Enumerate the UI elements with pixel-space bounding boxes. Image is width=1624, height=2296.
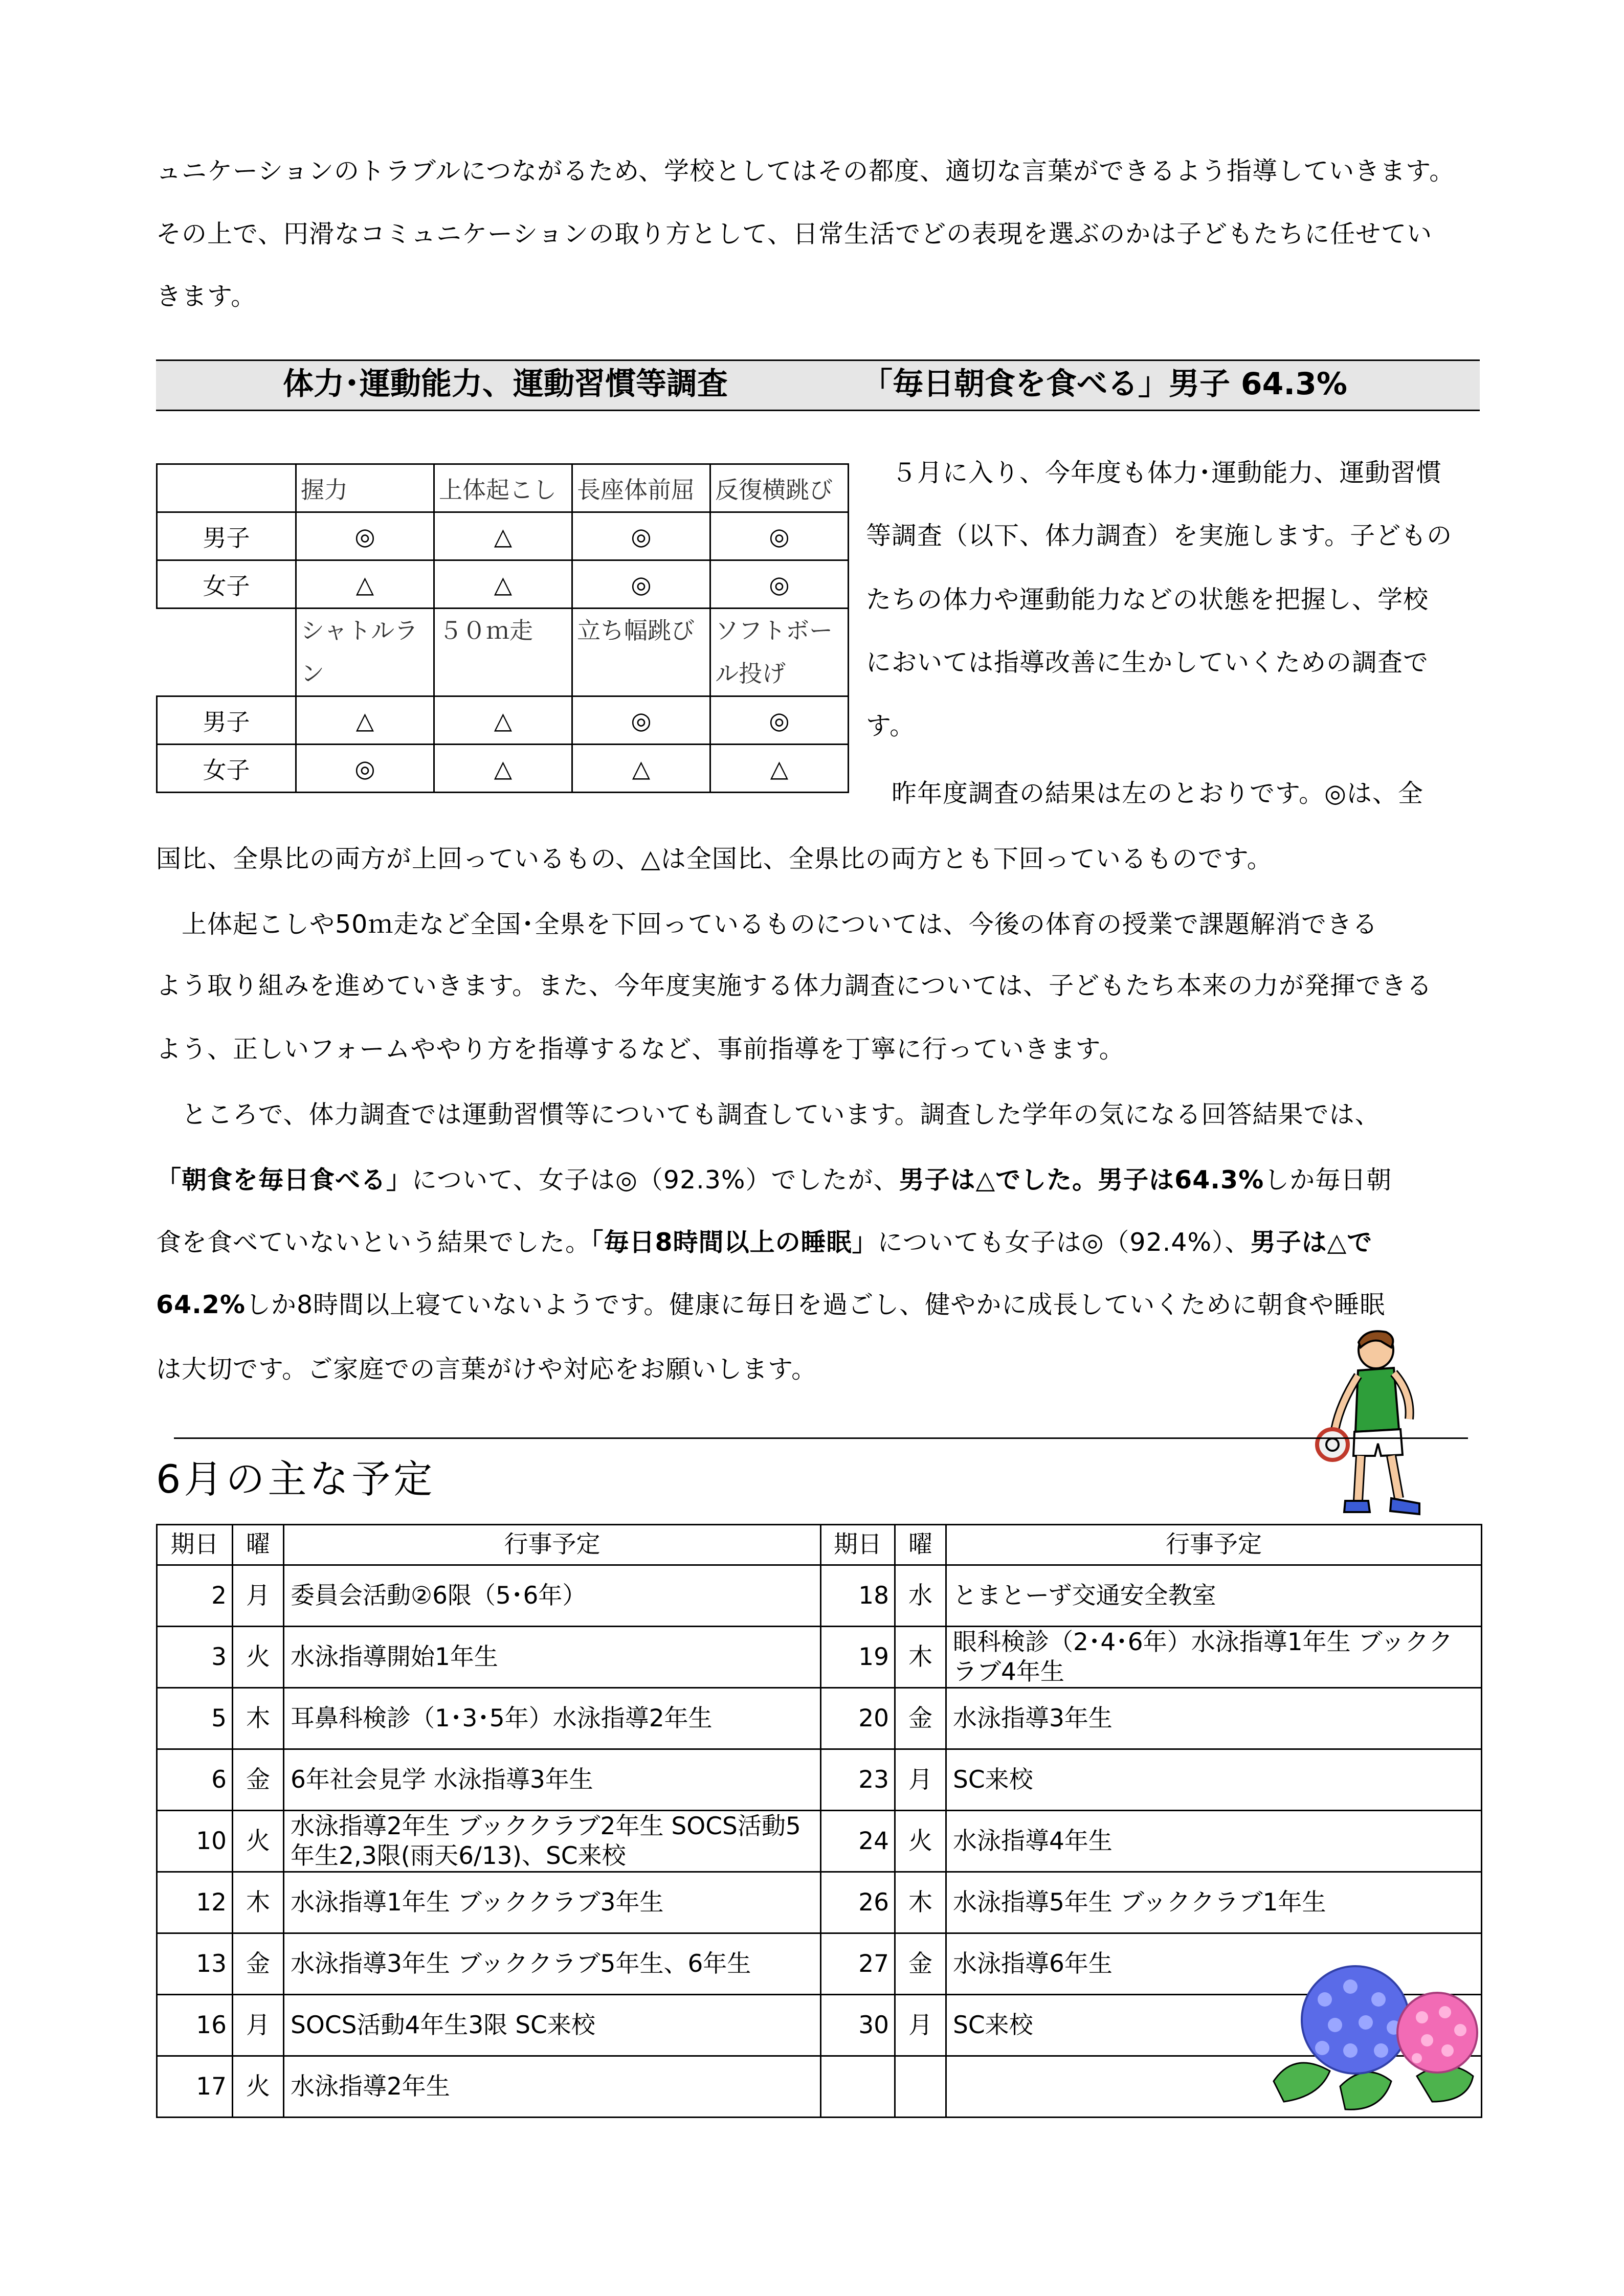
schedule-event: 水泳指導4年生 — [946, 1811, 1482, 1872]
table-cell: △ — [296, 560, 434, 609]
schedule-event: とまとーず交通安全教室 — [946, 1565, 1482, 1627]
runner-illustration — [1309, 1327, 1432, 1526]
schedule-date: 5 — [157, 1688, 233, 1749]
body-line — [156, 1290, 1481, 1320]
banner-title: 体力･運動能力、運動習慣等調査 — [283, 366, 728, 402]
column-header: ５０ｍ走 — [434, 609, 572, 696]
schedule-event: SOCS活動4年生3限 SC来校 — [284, 1995, 821, 2056]
schedule-event: 耳鼻科検診（1･3･5年）水泳指導2年生 — [284, 1688, 821, 1749]
schedule-event: SC来校 — [946, 1749, 1482, 1811]
right-text-line: 等調査（以下、体力調査）を実施します。子どもの — [866, 521, 1453, 550]
table-cell: △ — [434, 560, 572, 609]
body-line: よう取り組みを進めていきます。また、今年度実施する体力調査については、子どもたち本来の力が発揮できる — [156, 971, 1433, 1000]
schedule-weekday: 月 — [895, 1995, 946, 2056]
schedule-event: 水泳指導2年生 — [284, 2056, 821, 2118]
table-cell: △ — [296, 696, 434, 745]
right-text-line: す。 — [866, 711, 916, 740]
emphasis-text: 男子は△で — [1250, 1228, 1373, 1257]
schedule-date: 13 — [157, 1933, 233, 1995]
fitness-results-table — [156, 463, 849, 793]
emphasis-text: 64.2% — [156, 1290, 246, 1319]
schedule-date: 17 — [157, 2056, 233, 2118]
body-line: 上体起こしや50ｍ走など全国･全県を下回っているものについては、今後の体育の授業で課題解消できる — [156, 910, 1378, 939]
table-cell: ◎ — [710, 696, 849, 745]
table-row — [157, 1811, 1482, 1872]
schedule-event: SC来校 — [946, 1995, 1482, 2056]
table-row — [157, 512, 849, 560]
schedule-weekday: 月 — [233, 1995, 284, 2056]
section-banner — [156, 359, 1480, 411]
body-text: 食を食べていないという結果でした。 — [156, 1228, 591, 1257]
schedule-weekday: 水 — [895, 1565, 946, 1627]
row-label: 男子 — [157, 696, 296, 745]
schedule-weekday: 月 — [233, 1565, 284, 1627]
table-cell: △ — [572, 745, 710, 793]
body-text: しか8時間以上寝ていないようです。健康に毎日を過ごし、健やかに成長していくために朝食や睡眠 — [246, 1290, 1386, 1319]
schedule-date: 24 — [821, 1811, 895, 1872]
table-cell: ◎ — [572, 696, 710, 745]
column-header: 期日 — [157, 1525, 233, 1565]
column-header: 曜 — [233, 1525, 284, 1565]
table-row — [157, 464, 849, 512]
table-cell: ◎ — [572, 560, 710, 609]
column-header: 行事予定 — [946, 1525, 1482, 1565]
table-row — [157, 1688, 1482, 1749]
table-cell: ◎ — [296, 512, 434, 560]
table-cell: △ — [434, 745, 572, 793]
schedule-weekday: 木 — [233, 1872, 284, 1933]
table-cell: △ — [434, 512, 572, 560]
column-header: ソフトボール投げ — [710, 609, 849, 696]
table-cell: ◎ — [572, 512, 710, 560]
body-line: ところで、体力調査では運動習慣等についても調査しています。調査した学年の気になる回答結果では、 — [156, 1100, 1381, 1129]
column-header: 立ち幅跳び — [572, 609, 710, 696]
schedule-date: 19 — [821, 1627, 895, 1688]
body-text: についても女子は◎（92.4%）、 — [877, 1228, 1251, 1257]
right-text-line: 昨年度調査の結果は左のとおりです。◎は、全 — [866, 779, 1423, 808]
table-cell: ◎ — [710, 560, 849, 609]
schedule-date: 26 — [821, 1872, 895, 1933]
body-text: しか毎日朝 — [1264, 1165, 1392, 1195]
schedule-weekday: 火 — [233, 1811, 284, 1872]
table-cell: △ — [434, 696, 572, 745]
table-row — [157, 1627, 1482, 1688]
schedule-weekday: 木 — [233, 1688, 284, 1749]
schedule-date: 20 — [821, 1688, 895, 1749]
schedule-heading: 6月の主な予定 — [156, 1456, 436, 1502]
intro-line-2: その上で、円滑なコミュニケーションの取り方として、日常生活でどの表現を選ぶのかは子どもたちに任せてい — [156, 219, 1433, 249]
emphasis-text: 「朝食を毎日食べる」 — [156, 1165, 412, 1195]
schedule-event: 水泳指導5年生 ブッククラブ1年生 — [946, 1872, 1482, 1933]
schedule-event: 水泳指導6年生 — [946, 1933, 1482, 1995]
body-line: 国比、全県比の両方が上回っているもの、△は全国比、全県比の両方とも下回っているものです。 — [156, 844, 1273, 873]
body-line — [156, 1227, 1481, 1258]
schedule-date: 10 — [157, 1811, 233, 1872]
schedule-event: 水泳指導1年生 ブッククラブ3年生 — [284, 1872, 821, 1933]
schedule-date: 23 — [821, 1749, 895, 1811]
schedule-weekday: 月 — [895, 1749, 946, 1811]
schedule-weekday: 火 — [895, 1811, 946, 1872]
schedule-weekday: 木 — [895, 1872, 946, 1933]
emphasis-text: 男子は△でした。男子は64.3% — [899, 1165, 1264, 1195]
schedule-event: 水泳指導3年生 — [946, 1688, 1482, 1749]
body-line — [156, 1165, 1481, 1196]
right-text-line: においては指導改善に生かしていくための調査で — [866, 648, 1429, 677]
body-line: よう、正しいフォームややり方を指導するなど、事前指導を丁寧に行っていきます。 — [156, 1034, 1125, 1064]
table-row — [157, 1565, 1482, 1627]
schedule-weekday: 金 — [895, 1933, 946, 1995]
table-cell: ◎ — [710, 512, 849, 560]
right-text-line: たちの体力や運動能力などの状態を把握し、学校 — [866, 585, 1429, 614]
table-cell: △ — [710, 745, 849, 793]
table-row — [157, 696, 849, 745]
hydrangea-illustration — [1263, 1964, 1483, 2117]
intro-line-1: ュニケーションのトラブルにつながるため、学校としてはその都度、適切な言葉ができるよう指導していきます。 — [156, 156, 1455, 186]
schedule-event: 水泳指導2年生 ブッククラブ2年生 SOCS活動5年生2,3限(雨天6/13)、SC来校 — [284, 1811, 821, 1872]
table-row — [157, 1749, 1482, 1811]
schedule-event: 水泳指導3年生 ブッククラブ5年生、6年生 — [284, 1933, 821, 1995]
banner-stat: 「毎日朝食を食べる」男子 64.3% — [862, 366, 1348, 402]
column-header: 行事予定 — [284, 1525, 821, 1565]
schedule-weekday — [895, 2056, 946, 2118]
row-label: 女子 — [157, 560, 296, 609]
schedule-date: 2 — [157, 1565, 233, 1627]
schedule-event: 眼科検診（2･4･6年）水泳指導1年生 ブッククラブ4年生 — [946, 1627, 1482, 1688]
column-header: 期日 — [821, 1525, 895, 1565]
body-text: について、女子は◎（92.3%）でしたが、 — [412, 1165, 899, 1195]
column-header: 曜 — [895, 1525, 946, 1565]
schedule-event: 水泳指導開始1年生 — [284, 1627, 821, 1688]
column-header: 握力 — [296, 464, 434, 512]
row-label: 男子 — [157, 512, 296, 560]
table-cell — [157, 609, 296, 696]
section-divider — [174, 1437, 1468, 1439]
schedule-date — [821, 2056, 895, 2118]
table-row — [157, 1872, 1482, 1933]
schedule-weekday: 火 — [233, 2056, 284, 2118]
schedule-event: 委員会活動②6限（5･6年） — [284, 1565, 821, 1627]
column-header: 反復横跳び — [710, 464, 849, 512]
schedule-event: 6年社会見学 水泳指導3年生 — [284, 1749, 821, 1811]
intro-line-3: きます。 — [156, 282, 257, 311]
column-header: シャトルラン — [296, 609, 434, 696]
table-row — [157, 609, 849, 696]
schedule-date: 27 — [821, 1933, 895, 1995]
column-header: 上体起こし — [434, 464, 572, 512]
schedule-weekday: 金 — [895, 1688, 946, 1749]
row-label: 女子 — [157, 745, 296, 793]
body-line: は大切です。ご家庭での言葉がけや対応をお願いします。 — [156, 1355, 817, 1384]
schedule-weekday: 金 — [233, 1749, 284, 1811]
right-text-line: ５月に入り、今年度も体力･運動能力、運動習慣 — [866, 458, 1442, 487]
table-header-row — [157, 1525, 1482, 1565]
schedule-weekday: 火 — [233, 1627, 284, 1688]
schedule-weekday: 金 — [233, 1933, 284, 1995]
table-row — [157, 745, 849, 793]
table-cell — [157, 464, 296, 512]
table-row — [157, 560, 849, 609]
column-header: 長座体前屈 — [572, 464, 710, 512]
schedule-date: 18 — [821, 1565, 895, 1627]
schedule-date: 3 — [157, 1627, 233, 1688]
schedule-date: 12 — [157, 1872, 233, 1933]
schedule-date: 16 — [157, 1995, 233, 2056]
schedule-weekday: 木 — [895, 1627, 946, 1688]
table-cell: ◎ — [296, 745, 434, 793]
schedule-date: 6 — [157, 1749, 233, 1811]
schedule-date: 30 — [821, 1995, 895, 2056]
emphasis-text: 「毎日8時間以上の睡眠」 — [591, 1228, 878, 1257]
